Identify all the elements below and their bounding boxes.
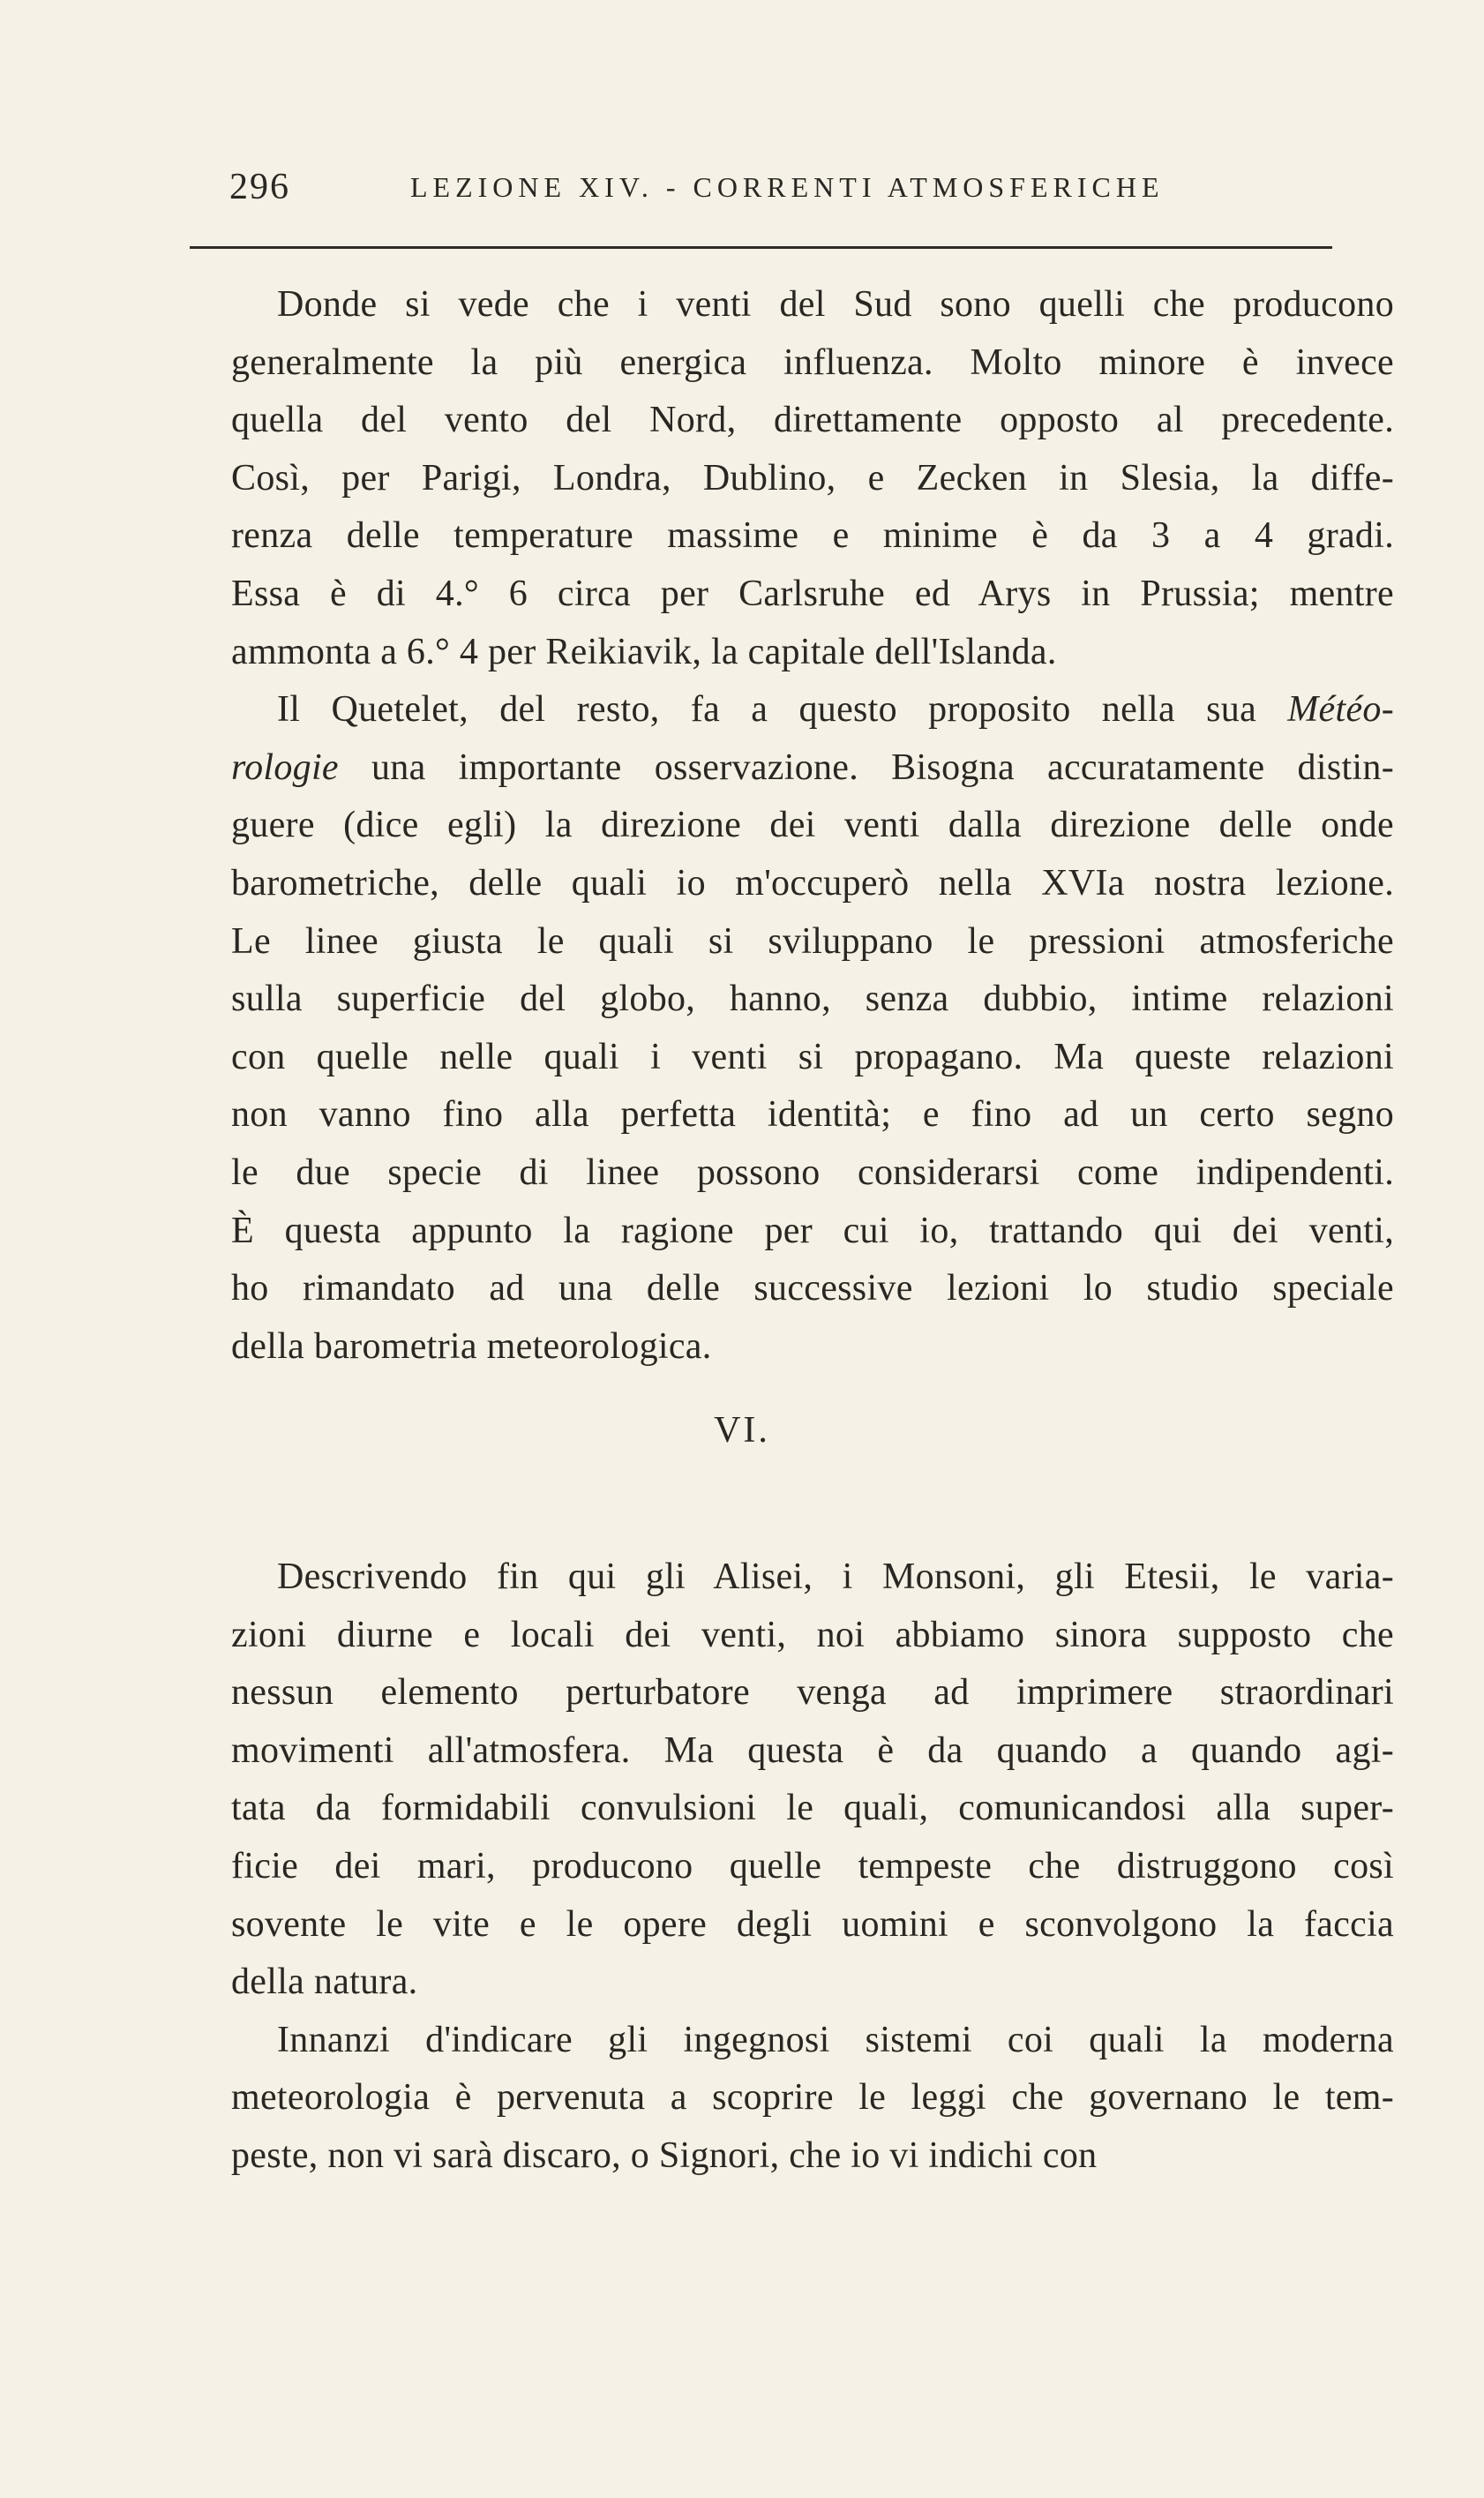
text-line: tata da formidabili convulsioni le quali, comunicandosi alla super- [231,1788,1394,1829]
text-line: sovente le vite e le opere degli uomini e sconvolgono la faccia [231,1903,1394,1945]
text-line: nessun elemento perturbatore venga ad imprimere straordinari [231,1672,1394,1714]
running-head: LEZIONE XIV. - CORRENTI ATMOSFERICHE [410,171,1165,203]
text-line: sulla superficie del globo, hanno, senza dubbio, intime relazioni [231,979,1394,1020]
text-line: barometriche, delle quali io m'occuperò nella XVIa nostra lezione. [231,862,1394,904]
text-line: Donde si vede che i venti del Sud sono quelli che producono [277,284,1394,325]
text-line: ammonta a 6.° 4 per Reikiavik, la capitale dell'Islanda. [231,631,1057,672]
text-line: generalmente la più energica influenza. Molto minore è invece [231,341,1394,383]
text-line: Innanzi d'indicare gli ingegnosi sistemi coi quali la moderna [277,2019,1394,2060]
page-number: 296 [229,167,290,207]
text-line: È questa appunto la ragione per cui io, trattando qui dei venti, [231,1210,1394,1251]
text-line: della barometria meteorologica. [231,1325,712,1367]
text-line: renza delle temperature massime e minime è da 3 a 4 gradi. [231,515,1394,557]
text-line: Descrivendo fin qui gli Alisei, i Monsoni, gli Etesii, le varia- [277,1557,1394,1597]
text-line: ho rimandato ad una delle successive lezioni lo studio speciale [231,1268,1394,1309]
text-line: rologie una importante osservazione. Bisogna accuratamente distin- [231,746,1394,788]
text-line: le due specie di linee possono considerarsi come indipendenti. [231,1151,1394,1193]
text-line: movimenti all'atmosfera. Ma questa è da quando a quando agi- [231,1729,1394,1771]
text-line: della natura. [231,1962,418,2003]
text-line: con quelle nelle quali i venti si propagano. Ma queste relazioni [231,1036,1394,1077]
page-header [229,166,1376,219]
text-line: guere (dice egli) la direzione dei venti dalla direzione delle onde [231,805,1394,846]
header-rule [190,246,1332,249]
text-line: ficie dei mari, producono quelle tempeste che distruggono così [231,1845,1394,1887]
text-line: Il Quetelet, del resto, fa a questo proposito nella sua Météo- [277,689,1394,731]
text-block-part2 [231,1549,1394,2186]
text-line: Così, per Parigi, Londra, Dublino, e Zecken in Slesia, la diffe- [231,457,1394,499]
text-line: meteorologia è pervenuta a scoprire le leggi che governano le tem- [231,2077,1394,2119]
text-line: peste, non vi sarà discaro, o Signori, che io vi indichi con [231,2134,1098,2176]
text-line: quella del vento del Nord, direttamente opposto al precedente. [231,400,1394,441]
text-line: non vanno fino alla perfetta identità; e fino ad un certo segno [231,1094,1394,1136]
text-line: zioni diurne e locali dei venti, noi abbiamo sinora supposto che [231,1614,1394,1655]
section-number: VI. [714,1410,770,1451]
text-line: Essa è di 4.° 6 circa per Carlsruhe ed Arys in Prussia; mentre [231,573,1394,614]
text-line: Le linee giusta le quali si sviluppano le pressioni atmosferiche [231,920,1394,962]
text-block-part1 [231,276,1394,1376]
